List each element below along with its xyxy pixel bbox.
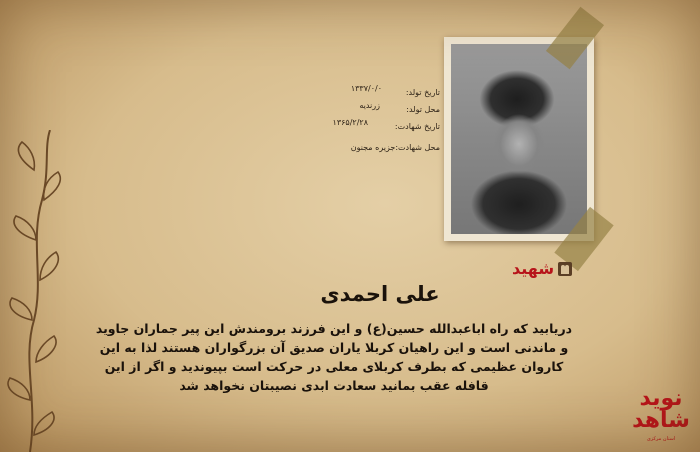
- logo-subtitle: استان مرکزی: [646, 436, 676, 442]
- vine-decoration: [0, 130, 90, 452]
- martyr-badge: [512, 259, 572, 278]
- bio-line: دریابید که راه اباعبدالله حسین(ع) و این فرزند برومندش این پیر جماران جاوید: [95, 321, 573, 336]
- logo-main-text: نوید شاهد: [632, 386, 690, 433]
- bio-line: و ماندنی است و این راهیان کربلا یاران صدیق آن بزرگواران هستند لذا به این: [99, 340, 569, 355]
- birth-place-label: محل تولد:: [406, 105, 440, 114]
- birth-date-label: تاریخ تولد:: [405, 88, 440, 97]
- birth-date-row: [350, 84, 440, 97]
- martyr-badge-label: شهید: [512, 259, 555, 278]
- martyrdom-date-row: [332, 118, 440, 131]
- bio-line: کاروان عظیمی که بطرف کربلای معلی در حرکت است بپیوندید و اگر از این: [104, 359, 564, 374]
- martyr-icon: [558, 262, 572, 276]
- bio-line: قافله عقب بمانید سعادت ابدی نصیبتان نخواهد شد: [179, 378, 489, 393]
- martyr-name: علی احمدی: [320, 282, 440, 306]
- bio-text: [60, 319, 608, 395]
- martyrdom-date-value: ۱۳۶۵/۲/۲۸: [332, 118, 368, 127]
- birth-place-row: [359, 101, 440, 114]
- martyrdom-place-label: محل شهادت:: [395, 143, 440, 152]
- martyrdom-date-label: تاریخ شهادت:: [394, 122, 440, 131]
- martyr-portrait: [451, 44, 587, 234]
- martyrdom-place-row: [351, 143, 440, 152]
- navid-shahed-logo: [628, 388, 694, 448]
- martyrdom-place-value: جزیره مجنون: [350, 143, 396, 152]
- birth-date-value: ۱۳۳۷/۰/۰: [350, 84, 382, 93]
- birth-place-value: زرندیه: [359, 101, 380, 110]
